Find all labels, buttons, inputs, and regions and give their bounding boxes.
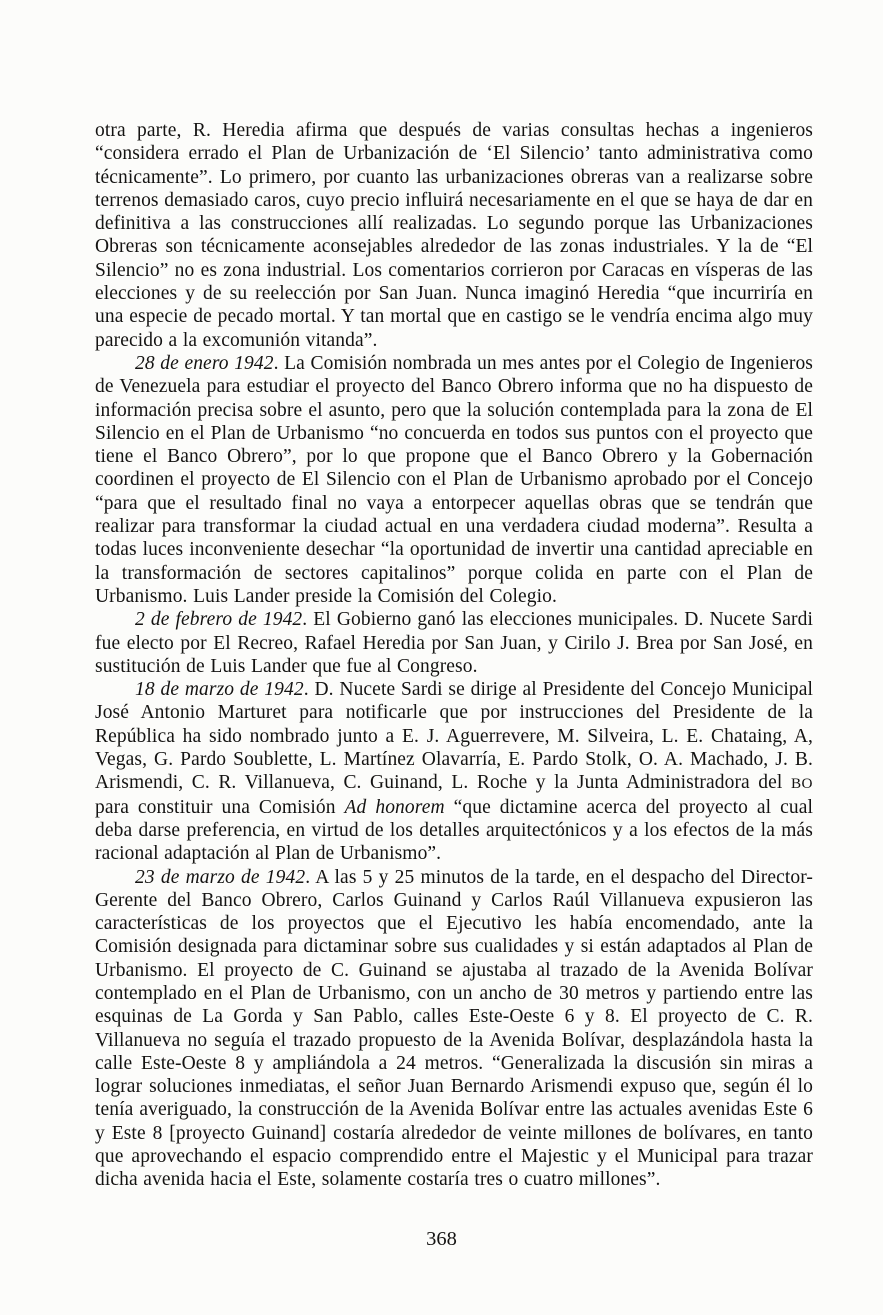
paragraph-entry-2-febrero-1942 (95, 608, 813, 678)
paragraph-text: . La Comisión nombrada un mes antes por el Colegio de Ingenieros de Venezuela para estudiar el proyecto del Banco Obrero informa que no ha dispuesto de información precisa sobre el asunto, pero que la solución contemplada para la zona de El Silencio en el Plan de Urbanismo “no concuerda en todos sus puntos con el proyecto que tiene el Banco Obrero”, por lo que propone que el Banco Obrero y la Gobernación coordinen el proyecto de El Silencio con el Plan de Urbanismo aprobado por el Concejo “para que el resultado final no vaya a entorpecer aquellas obras que se tendrán que realizar para transformar la ciudad actual en una verdadera ciudad moderna”. Resulta a todas luces inconveniente desechar “la oportunidad de invertir una cantidad apreciable en la transformación de sectores capitalinos” porque colida en parte con el Plan de Urbanismo. Luis Lander preside la Comisión del Colegio. (95, 352, 813, 607)
paragraph-date: 23 de marzo de 1942 (135, 866, 306, 888)
paragraph-text: . El Gobierno ganó las elecciones municipales. D. Nucete Sardi fue electo por El Recreo, Rafael Heredia por San Juan, y Cirilo J. Brea por San José, en sustitución de Luis Lander que fue al Congreso. (95, 609, 813, 677)
paragraph-entry-23-marzo-1942 (95, 866, 813, 1192)
banco-obrero-abbreviation: BO (790, 775, 813, 793)
paragraph-entry-18-marzo-1942 (95, 678, 813, 865)
paragraph-date: 2 de febrero de 1942 (135, 609, 303, 631)
paragraph-text: para constituir una Comisión (95, 796, 345, 818)
page-text (95, 119, 813, 1192)
paragraph-date: 18 de marzo de 1942 (135, 679, 304, 701)
paragraph-text: . A las 5 y 25 minutos de la tarde, en el despacho del Director-Gerente del Banco Obrero, Carlos Guinand y Carlos Raúl Villanueva expusieron las características de los proyectos que el Ejecutivo les había encomendado, ante la Comisión designada para dictaminar sobre sus cualidades y si están adaptados al Plan de Urbanismo. El proyecto de C. Guinand se ajustaba al trazado de la Avenida Bolívar contemplado en el Plan de Urbanismo, con un ancho de 30 metros y partiendo entre las esquinas de La Gorda y San Pablo, calles Este-Oeste 6 y 8. El proyecto de C. R. Villanueva no seguía el trazado propuesto de la Avenida Bolívar, desplazándola hasta la calle Este-Oeste 8 y ampliándola a 24 metros. “Generalizada la discusión sin miras a lograr soluciones inmediatas, el señor Juan Bernardo Arismendi expuso que, según él lo tenía averiguado, la construcción de la Avenida Bolívar entre las actuales avenidas Este 6 y Este 8 [proyecto Guinand] costaría alrededor de veinte millones de bolívares, en tanto que aprovechando el espacio comprendido entre el Majestic y el Municipal para trazar dicha avenida hacia el Este, solamente costaría tres o cuatro millones”. (95, 866, 814, 1191)
paragraph-text: otra parte, R. Heredia afirma que después de varias consultas hechas a ingenieros “considera errado el Plan de Urbanización de ‘El Silencio’ tanto administrativa como técnicamente”. Lo primero, por cuanto las urbanizaciones obreras van a realizarse sobre terrenos demasiado caros, cuyo precio influirá necesariamente en el que se haya de dar en definitiva a las construcciones allí realizadas. Lo segundo porque las Urbanizaciones Obreras son técnicamente aconsejables alrededor de las zonas industriales. Y la de “El Silencio” no es zona industrial. Los comentarios corrieron por Caracas en vísperas de las elecciones y de su reelección por San Juan. Nunca imaginó Heredia “que incurriría en una especie de pecado mortal. Y tan mortal que en castigo se le vendría encima algo muy parecido a la excomunión vitanda”. (95, 120, 813, 351)
page-number: 368 (426, 1228, 457, 1250)
paragraph-date: 28 de enero 1942 (135, 352, 274, 374)
paragraph-entry-28-enero-1942 (95, 352, 813, 608)
latin-phrase: Ad honorem (344, 796, 445, 818)
paragraph-opening-continuation (95, 119, 813, 352)
paragraph-text: “que dictamine acerca del proyecto al cual deba darse preferencia, en virtud de los detalles arquitectónicos y a los efectos de la más racional adaptación al Plan de Urbanismo”. (95, 796, 813, 865)
paragraph-text: . D. Nucete Sardi se dirige al Presidente del Concejo Municipal José Antonio Marturet para notificarle que por instrucciones del Presidente de la República ha sido nombrado junto a E. J. Aguerrevere, M. Silveira, L. E. Chataing, A, Vegas, G. Pardo Soublette, L. Martínez Olavarría, E. Pardo Stolk, O. A. Machado, J. B. Arismendi, C. R. Villanueva, C. Guinand, L. Roche y la Junta Administradora del (95, 679, 814, 794)
